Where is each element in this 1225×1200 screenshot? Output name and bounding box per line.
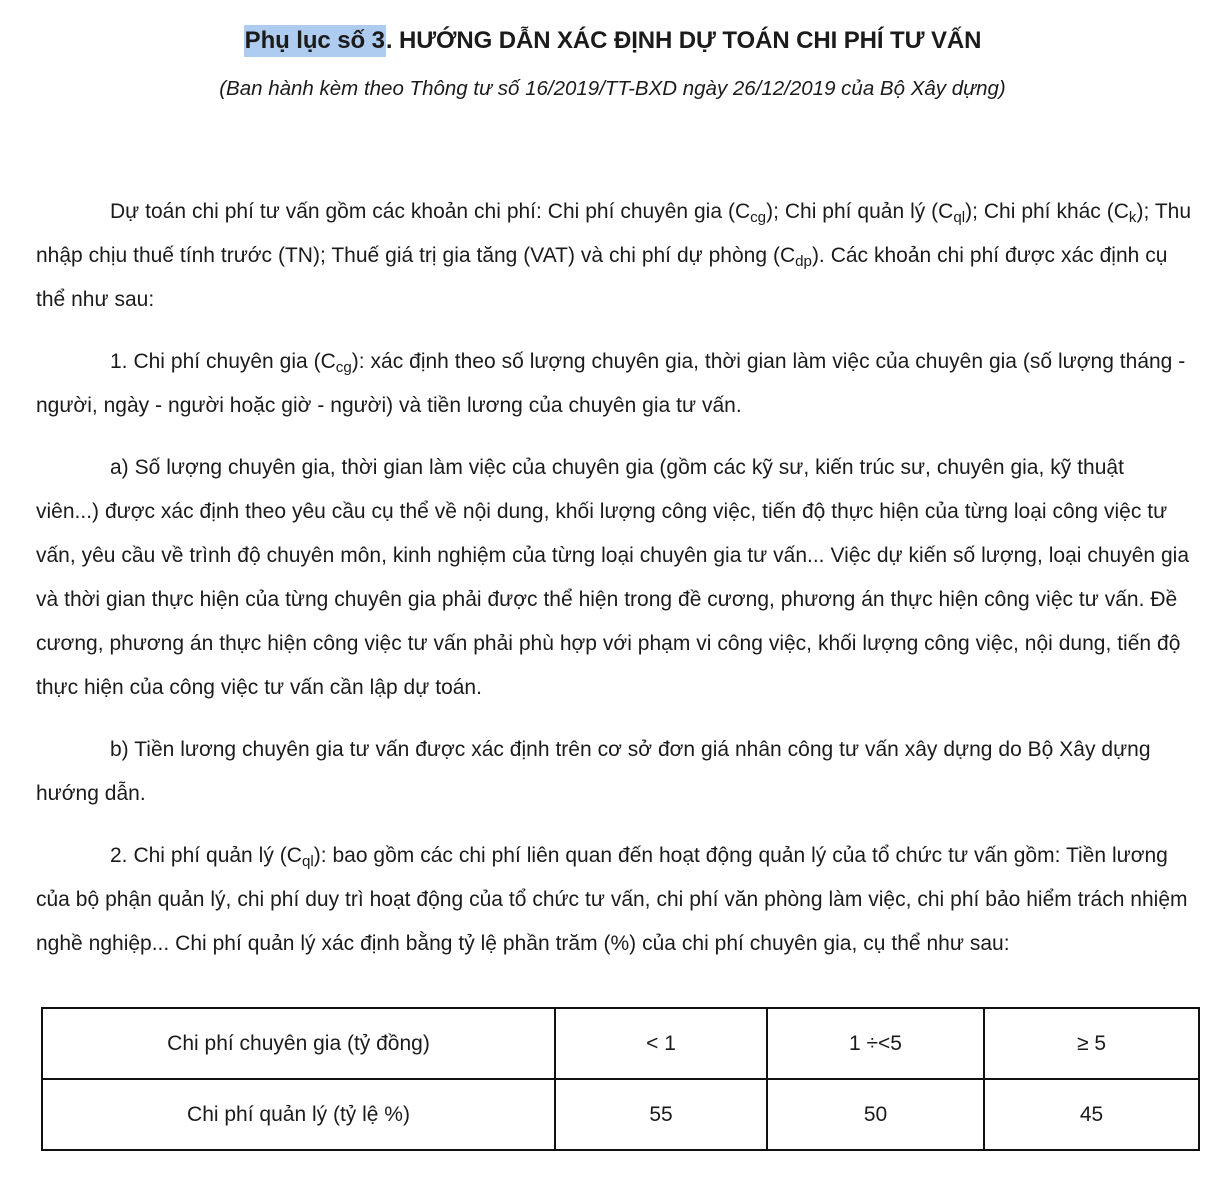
management-cost-rate-table: [41, 1007, 1200, 1151]
table-cell: 1 ÷<5: [767, 1008, 984, 1079]
paragraph-item-1b: b) Tiền lương chuyên gia tư vấn được xác định trên cơ sở đơn giá nhân công tư vấn xây dựng do Bộ Xây dựng hướng dẫn.: [36, 738, 1151, 805]
intro-text-part-1: Dự toán chi phí tư vấn gồm các khoản chi phí: Chi phí chuyên gia (C: [110, 200, 751, 223]
table-cell: ≥ 5: [984, 1008, 1199, 1079]
management-cost-rate-table-wrapper: [41, 1007, 1198, 1151]
subscript-cg-2: cg: [335, 358, 352, 376]
document-body: [36, 190, 1192, 966]
item1-text-part-1: 1. Chi phí chuyên gia (C: [110, 350, 336, 373]
table-row: [42, 1079, 1199, 1150]
subscript-k: k: [1128, 208, 1137, 226]
subscript-dp: dp: [795, 252, 812, 270]
subscript-ql-2: ql: [301, 852, 314, 870]
subscript-cg-1: cg: [750, 208, 767, 226]
paragraph-item-1: [36, 340, 1192, 428]
intro-text-part-3: ); Chi phí khác (C: [965, 200, 1129, 223]
paragraph-item-1a: a) Số lượng chuyên gia, thời gian làm việc của chuyên gia (gồm các kỹ sư, kiến trúc sư, chuyên gia, kỹ thuật viên...) được xác định theo yêu cầu cụ thể về nội dung, khối lượng công việc, tiến độ thực hiện của từng loại công việc tư vấn, yêu cầu về trình độ chuyên môn, kinh nghiệm của từng loại chuyên gia tư vấn... Việc dự kiến số lượng, loại chuyên gia và thời gian thực hiện của từng chuyên gia phải được thể hiện trong đề cương, phương án thực hiện công việc tư vấn. Đề cương, phương án thực hiện công việc tư vấn phải phù hợp với phạm vi công việc, khối lượng công việc, nội dung, tiến độ thực hiện của công việc tư vấn cần lập dự toán.: [36, 456, 1190, 699]
title-rest-text: . HƯỚNG DẪN XÁC ĐỊNH DỰ TOÁN CHI PHÍ TƯ VẤN: [385, 27, 982, 54]
item2-text-part-1: 2. Chi phí quản lý (C: [110, 844, 302, 867]
item2-text-part-2: ): bao gồm các chi phí liên quan đến hoạt động quản lý của tổ chức tư vấn gồm: Tiền lương của bộ phận quản lý, chi phí duy trì hoạt động của tổ chức tư vấn, chi phí văn phòng làm việc, chi phí bảo hiểm trách nhiệm nghề nghiệp... Chi phí quản lý xác định bằng tỷ lệ phần trăm (%) của chi phí chuyên gia, cụ thể như sau:: [36, 844, 1188, 955]
table-cell: 55: [555, 1079, 767, 1150]
table-cell: 50: [767, 1079, 984, 1150]
intro-text-part-4: ); Thu nhập chịu thuế tính trước (TN); Thuế giá trị gia tăng (VAT) và chi phí dự phòng (C: [36, 200, 1192, 267]
paragraph-item-2: [36, 834, 1192, 966]
document-subtitle: (Ban hành kèm theo Thông tư số 16/2019/TT-BXD ngày 26/12/2019 của Bộ Xây dựng): [219, 77, 1006, 100]
paragraph-intro: [36, 190, 1192, 322]
page-title: [0, 0, 1225, 56]
table-row: [42, 1008, 1199, 1079]
item1-text-part-2: ): xác định theo số lượng chuyên gia, thời gian làm việc của chuyên gia (số lượng tháng - người, ngày - người hoặc giờ - người) và tiền lương của chuyên gia tư vấn.: [36, 350, 1186, 417]
table-row-label: Chi phí chuyên gia (tỷ đồng): [42, 1008, 555, 1079]
subscript-ql-1: ql: [953, 208, 966, 226]
title-highlighted-text: Phụ lục số 3: [244, 25, 386, 57]
table-cell: 45: [984, 1079, 1199, 1150]
table-cell: < 1: [555, 1008, 767, 1079]
intro-text-part-2: ); Chi phí quản lý (C: [766, 200, 954, 223]
table-row-label: Chi phí quản lý (tỷ lệ %): [42, 1079, 555, 1150]
intro-text-part-5: ). Các khoản chi phí được xác định cụ thể như sau:: [36, 244, 1168, 311]
